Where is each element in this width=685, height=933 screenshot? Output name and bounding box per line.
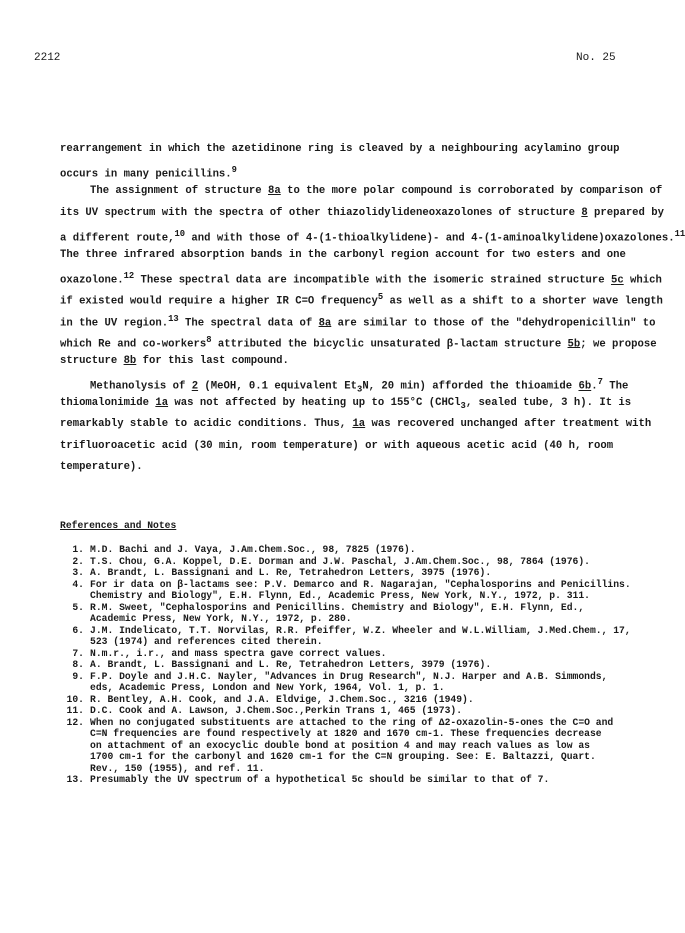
reference-number: 7. <box>72 647 84 659</box>
reference-number: 11. <box>66 705 84 716</box>
structure-ref: 8a <box>318 317 332 330</box>
reference-item <box>60 659 672 671</box>
reference-number: 6. <box>72 624 84 636</box>
reference-number: 5. <box>72 601 84 613</box>
reference-text-line: C=N frequencies are found respectively at 1820 and 1670 cm-1. These frequencies decrease <box>90 728 602 739</box>
reference-item <box>60 671 672 694</box>
page-number: 2212 <box>34 52 61 64</box>
paragraph-line: trifluoroacetic acid (30 min, room temperature) or with aqueous acetic acid (40 h, room <box>60 439 614 452</box>
paragraph-line: if existed would require a higher IR C=O frequency$^5$ as well as a shift to a shorter wave length <box>60 292 663 308</box>
reference-text-line: D.C. Cook and A. Lawson, J.Chem.Soc.,Perkin Trans 1, 465 (1973). <box>90 705 463 716</box>
reference-text-line: eds, Academic Press, London and New York, 1964, Vol. 1, p. 1. <box>90 682 445 693</box>
structure-ref: 6b <box>578 380 592 393</box>
reference-item <box>60 579 672 602</box>
reference-item <box>60 544 672 556</box>
paragraph-line: thiomalonimide 1a was not affected by heating up to 155°C (CHCl$_3$, sealed tube, 3 h). It is <box>60 397 632 412</box>
structure-ref: 8 <box>581 206 588 219</box>
reference-text-line: A. Brandt, L. Bassignani and L. Re, Tetrahedron Letters, 3975 (1976). <box>90 567 492 578</box>
paragraph-line: rearrangement in which the azetidinone ring is cleaved by a neighbouring acylamino group <box>60 143 620 155</box>
paragraph-line: The three infrared absorption bands in the carbonyl region account for two esters and one <box>60 248 626 261</box>
reference-text-line: 523 (1974) and references cited therein. <box>90 636 323 647</box>
reference-text-line: A. Brandt, L. Bassignani and L. Re, Tetrahedron Letters, 3979 (1976). <box>90 659 492 670</box>
journal-issue: No. 25 <box>576 52 616 64</box>
structure-ref: 5b <box>567 338 581 351</box>
citation-superscript: 9 <box>231 165 237 176</box>
reference-item <box>60 705 672 717</box>
reference-number: 1. <box>72 544 84 555</box>
reference-text-line: 1700 cm-1 for the carbonyl and 1620 cm-1 for the C=N grouping. See: E. Baltazzi, Quart. <box>90 751 596 762</box>
reference-text-line: Presumably the UV spectrum of a hypothetical 5c should be similar to that of 7. <box>90 774 550 785</box>
reference-item <box>60 625 672 648</box>
paragraph-line: its UV spectrum with the spectra of other thiazolidylideneoxazolones of structure 8 prepared by <box>60 206 664 219</box>
reference-item <box>60 556 672 568</box>
reference-text-line: N.m.r., i.r., and mass spectra gave correct values. <box>90 647 387 659</box>
paragraph-line: remarkably stable to acidic conditions. Thus, 1a was recovered unchanged after treatment with <box>60 418 652 431</box>
reference-number: 9. <box>72 670 84 682</box>
citation-superscript: 7 <box>597 377 603 388</box>
reference-text-line: F.P. Doyle and J.H.C. Nayler, "Advances in Drug Research", N.J. Harper and A.B. Simmonds, <box>90 670 608 682</box>
paragraph-line: structure 8b for this last compound. <box>60 354 289 367</box>
paragraph-line: Methanolysis of 2 (MeOH, 0.1 equivalent $Et_3N$, 20 min) afforded the thioamide 6b.$^7$ The <box>90 377 629 395</box>
reference-item <box>60 648 672 660</box>
paragraph-line: in the UV region.$^{13}$ The spectral data of 8a are similar to those of the "dehydropenicillin" to <box>60 313 656 330</box>
reference-item <box>60 567 672 579</box>
paragraph-line: which Re and co-workers$^8$ attributed the bicyclic unsaturated β-lactam structure 5b; we propose <box>60 334 657 351</box>
paragraph-line: occurs in many penicillins.$^9$ <box>60 165 237 181</box>
paragraph-line: oxazolone.$^{12}$ These spectral data are incompatible with the isomeric strained structure 5c which <box>60 271 662 287</box>
reference-number: 3. <box>72 567 84 578</box>
reference-text-line: on attachment of an exocyclic double bond at position 4 and may reach values as low as <box>90 739 590 751</box>
reference-item <box>60 717 672 775</box>
citation-superscript: 12 <box>123 271 135 282</box>
subscript: 3 <box>357 384 363 395</box>
reference-text-line: R.M. Sweet, "Cephalosporins and Penicillins. Chemistry and Biology", E.H. Flynn, Ed., <box>90 601 585 613</box>
structure-ref: 5c <box>610 274 624 287</box>
body-text <box>60 139 685 478</box>
reference-text-line: M.D. Bachi and J. Vaya, J.Am.Chem.Soc., 98, 7825 (1976). <box>90 544 416 555</box>
reference-list <box>60 544 672 786</box>
reference-text-line: Chemistry and Biology", E.H. Flynn, Ed., Academic Press, New York, N.Y., 1972, p. 311. <box>90 590 590 601</box>
structure-ref: 1a <box>352 418 366 431</box>
citation-superscript: 5 <box>377 292 384 303</box>
reference-number: 4. <box>72 578 84 590</box>
references-section <box>60 518 672 786</box>
reference-number: 12. <box>66 716 84 728</box>
reference-text-line: Rev., 150 (1955), and ref. 11. <box>90 762 265 774</box>
reference-text-line: When no conjugated substituents are attached to the ring of Δ2-oxazolin-5-ones the C=O and <box>90 716 614 728</box>
paragraph-line: The assignment of structure 8a to the more polar compound is corroborated by comparison of <box>90 185 663 198</box>
citation-superscript: 8 <box>206 334 212 345</box>
citation-superscript: 11 <box>674 228 685 239</box>
reference-number: 13. <box>66 774 84 785</box>
reference-text-line: Academic Press, New York, N.Y., 1972, p. 280. <box>90 613 352 624</box>
reference-item <box>60 774 672 786</box>
reference-text-line: R. Bentley, A.H. Cook, and J.A. Eldvige, J.Chem.Soc., 3216 (1949). <box>90 693 474 705</box>
structure-ref: 8a <box>268 185 281 198</box>
reference-text-line: T.S. Chou, G.A. Koppel, D.E. Dorman and J.W. Paschal, J.Am.Chem.Soc., 98, 7864 (1976). <box>90 555 590 567</box>
reference-item <box>60 602 672 625</box>
structure-ref: 8b <box>123 354 137 367</box>
structure-ref: 2 <box>191 380 199 393</box>
paragraph-line: a different route,$^{10}$ and with those of 4-(1-thioalkylidene)- and 4-(1-aminoalkylidene)oxazolones.$^{11}$ <box>60 228 685 245</box>
paragraph-line: temperature). <box>60 460 143 473</box>
subscript: 3 <box>460 401 466 412</box>
references-heading: References and Notes <box>60 520 177 531</box>
citation-superscript: 10 <box>174 228 186 239</box>
reference-number: 2. <box>72 555 84 567</box>
reference-text-line: J.M. Indelicato, T.T. Norvilas, R.R. Pfeiffer, W.Z. Wheeler and W.L.William, J.Med.Chem., 17, <box>90 624 631 636</box>
reference-number: 10. <box>66 693 84 705</box>
structure-ref: 1a <box>155 397 169 410</box>
reference-item <box>60 694 672 706</box>
citation-superscript: 13 <box>168 313 179 324</box>
reference-text-line: For ir data on β-lactams see: P.V. Demarco and R. Nagarajan, "Cephalosporins and Penicillins. <box>90 578 631 590</box>
reference-number: 8. <box>72 659 84 670</box>
